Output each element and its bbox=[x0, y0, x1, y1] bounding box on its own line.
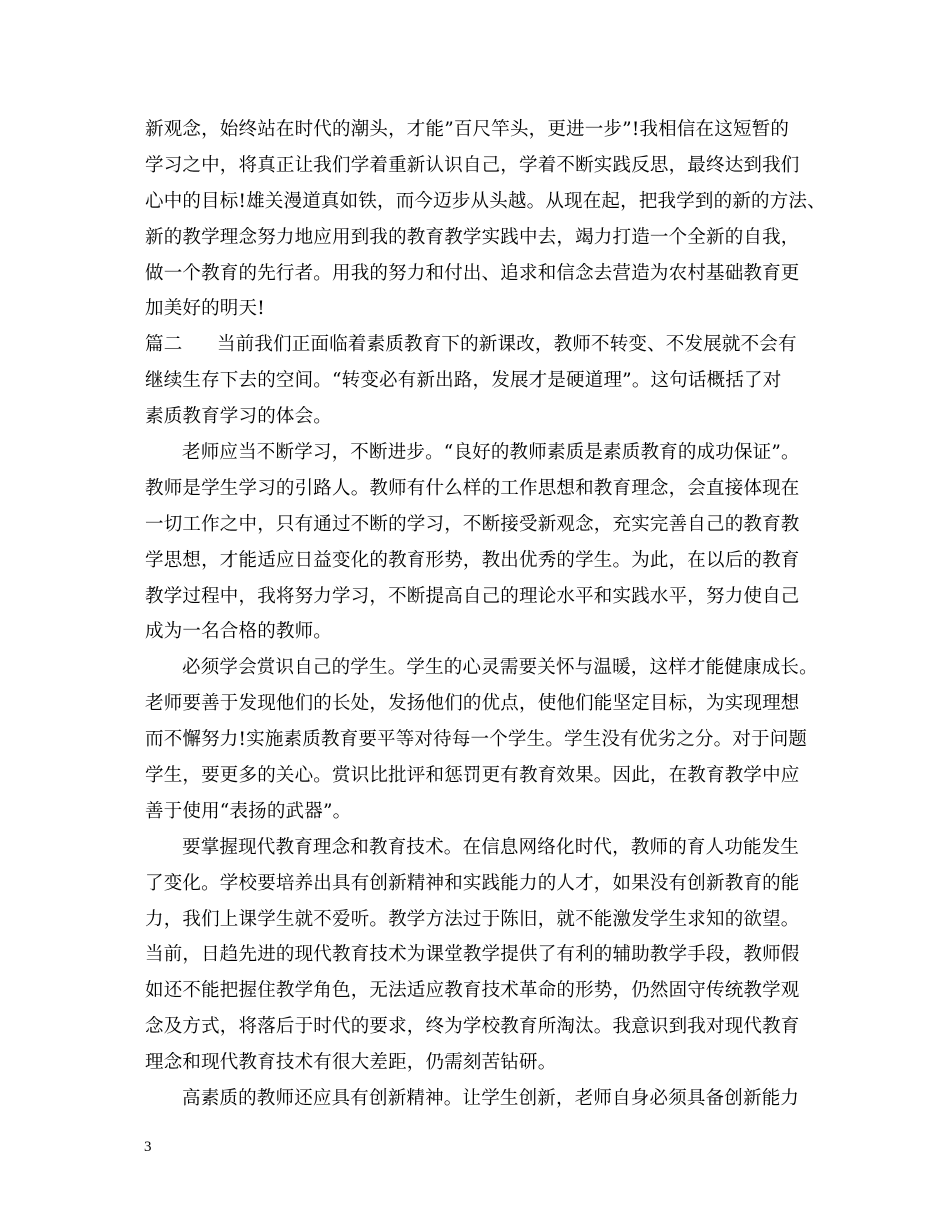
text-line: 成为一名合格的教师。 bbox=[145, 621, 333, 643]
text-line: 学生，要更多的关心。赏识比批评和惩罚更有教育效果。因此，在教育教学中应 bbox=[145, 765, 800, 787]
text-line: 了变化。学校要培养出具有创新精神和实践能力的人才，如果没有创新教育的能 bbox=[145, 872, 800, 894]
section-heading-line bbox=[145, 327, 815, 363]
text-line: 新观念，始终站在时代的潮头，才能”百尺竿头，更进一步”!我相信在这短暂的 bbox=[145, 119, 790, 140]
document-body bbox=[145, 112, 826, 1117]
text-line: 学习之中，将真正让我们学着重新认识自己，学着不断实践反思，最终达到我们 bbox=[145, 154, 800, 176]
text-line: 素质教育学习的体会。 bbox=[145, 406, 333, 428]
text-line: 当前我们正面临着素质教育下的新课改，教师不转变、不发展就不会有 bbox=[217, 334, 797, 356]
text-line: 老师要善于发现他们的长处，发扬他们的优点，使他们能坚定目标，为实现理想 bbox=[145, 693, 800, 715]
text-line: 善于使用“表扬的武器”。 bbox=[145, 800, 352, 822]
text-line: 理念和现代教育技术有很大差距，仍需刻苦钻研。 bbox=[145, 1052, 557, 1074]
text-line: 心中的目标!雄关漫道真如铁，而今迈步从头越。从现在起，把我学到的新的方法、 bbox=[145, 190, 826, 212]
text-line: 学思想，才能适应日益变化的教育形势，教出优秀的学生。为此，在以后的教育 bbox=[145, 549, 800, 571]
text-line: 当前，日趋先进的现代教育技术为课堂教学提供了有利的辅助教学手段，教师假 bbox=[145, 944, 800, 966]
page-number: 3 bbox=[144, 1139, 152, 1155]
text-line: 而不懈努力!实施素质教育要平等对待每一个学生。学生没有优劣之分。对于问题 bbox=[145, 729, 808, 751]
text-line: 如还不能把握住教学角色，无法适应教育技术革命的形势，仍然固守传统教学观 bbox=[145, 980, 800, 1002]
text-line: 一切工作之中，只有通过不断的学习，不断接受新观念，充实完善自己的教育教 bbox=[145, 513, 800, 535]
section-label: 篇二 bbox=[145, 334, 183, 356]
paragraph-first-line: 必须学会赏识自己的学生。学生的心灵需要关怀与温暖，这样才能健康成长。 bbox=[182, 657, 818, 679]
text-line: 继续生存下去的空间。“转变必有新出路，发展才是硬道理”。这句话概括了对 bbox=[145, 370, 782, 392]
paragraph-first-line: 要掌握现代教育理念和教育技术。在信息网络化时代，教师的育人功能发生 bbox=[182, 836, 800, 858]
text-line: 新的教学理念努力地应用到我的教育教学实践中去，竭力打造一个全新的自我， bbox=[145, 226, 800, 248]
text-line: 加美好的明天! bbox=[145, 298, 265, 320]
text-line: 力，我们上课学生就不爱听。教学方法过于陈旧，就不能激发学生求知的欲望。 bbox=[145, 908, 800, 930]
text-line: 教师是学生学习的引路人。教师有什么样的工作思想和教育理念，会直接体现在 bbox=[145, 477, 800, 499]
text-line: 教学过程中，我将努力学习，不断提高自己的理论水平和实践水平，努力使自己 bbox=[145, 585, 800, 607]
paragraph-first-line: 老师应当不断学习，不断进步。“良好的教师素质是素质教育的成功保证”。 bbox=[182, 442, 800, 464]
text-line: 念及方式，将落后于时代的要求，终为学校教育所淘汰。我意识到我对现代教育 bbox=[145, 1016, 800, 1038]
text-line: 做一个教育的先行者。用我的努力和付出、追求和信念去营造为农村基础教育更 bbox=[145, 262, 800, 284]
paragraph-first-line: 高素质的教师还应具有创新精神。让学生创新，老师自身必须具备创新能力 bbox=[182, 1088, 800, 1110]
